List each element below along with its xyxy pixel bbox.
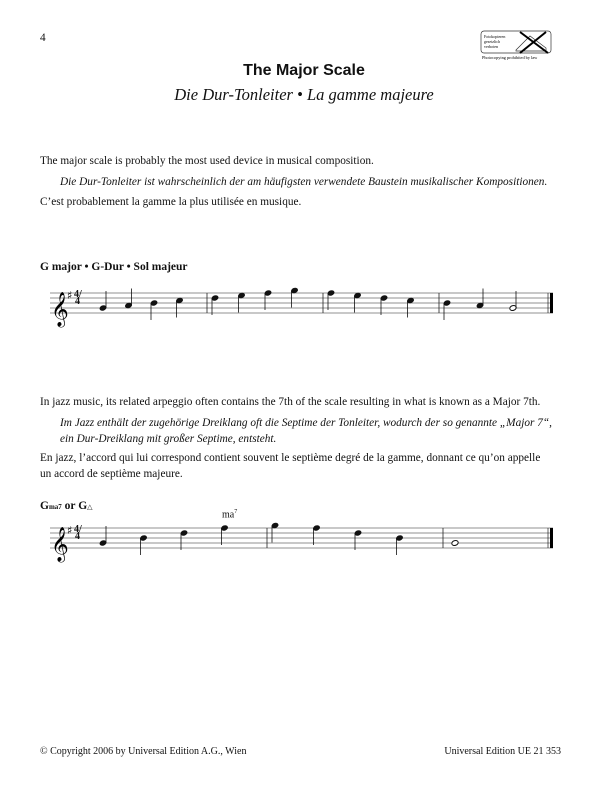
note-head — [451, 540, 459, 547]
intro-de: Die Dur-Tonleiter ist wahrscheinlich der am häufigsten verwendete Baustein musikalischer Kompositionen. — [60, 176, 548, 188]
page-subtitle: Die Dur-Tonleiter • La gamme majeure — [174, 85, 434, 104]
page-title: The Major Scale — [243, 62, 365, 79]
svg-text:Fotokopieren: Fotokopieren — [484, 34, 506, 39]
page-number: 4 — [40, 32, 46, 44]
chord-root-2: G — [78, 500, 88, 512]
svg-text:Photocopying prohibited by law: Photocopying prohibited by law — [482, 55, 538, 60]
intro-en: The major scale is probably the most used device in musical composition. — [40, 155, 374, 167]
jazz-de-2: ein Dur-Dreiklang mit großer Septime, entsteht. — [60, 433, 277, 445]
intro-fr: C’est probablement la gamme la plus utilisée en musique. — [40, 196, 302, 208]
final-barline-thick — [550, 293, 553, 313]
triangle-symbol: △ — [87, 503, 93, 511]
svg-text:gesetzlich: gesetzlich — [484, 39, 500, 44]
jazz-de-1: Im Jazz enthält der zugehörige Dreiklang oft die Septime der Tonleiter, wodurch der so genannte „Major 7“, — [60, 417, 552, 429]
time-signature: 4/4 — [74, 289, 82, 307]
chord-or: or — [61, 500, 79, 512]
treble-clef-icon: 𝄞 — [51, 527, 69, 562]
jazz-fr-1: En jazz, l’accord qui lui correspond contient souvent le septième degré de la gamme, donnant ce qu’on appelle — [40, 452, 541, 464]
jazz-en: In jazz music, its related arpeggio often contains the 7th of the scale resulting in what is known as a Major 7th. — [40, 396, 541, 408]
example1-label: G major • G-Dur • Sol majeur — [40, 261, 188, 273]
annotation-sup: 7 — [234, 509, 238, 515]
treble-clef-icon: 𝄞 — [51, 292, 69, 327]
key-signature-sharp: ♯ — [67, 289, 73, 302]
chord-root: G — [40, 500, 49, 512]
svg-text:verboten: verboten — [484, 44, 498, 49]
key-signature-sharp: ♯ — [67, 524, 73, 537]
jazz-fr-2: un accord de septième majeure. — [40, 468, 183, 480]
copyright: © Copyright 2006 by Universal Edition A.G., Wien — [40, 746, 247, 757]
publisher-code: Universal Edition UE 21 353 — [444, 746, 561, 757]
final-barline-thick — [550, 528, 553, 548]
annotation-text: ma — [222, 509, 235, 521]
time-signature: 4/4 — [74, 524, 82, 542]
chord-quality: ma7 — [48, 503, 62, 511]
